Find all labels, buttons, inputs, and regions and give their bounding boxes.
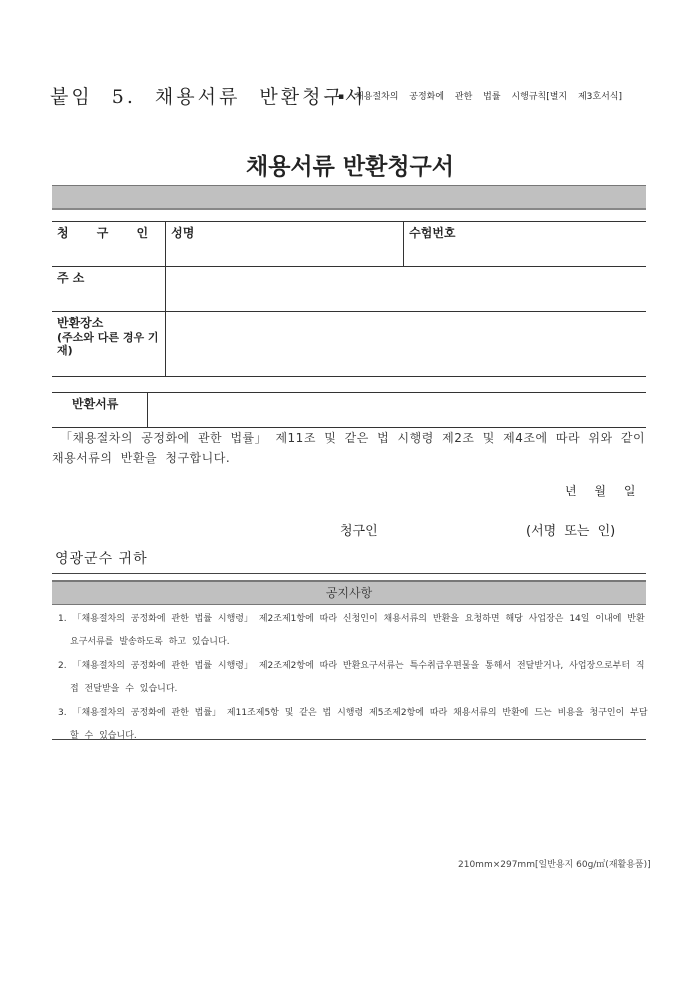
notice-list xyxy=(58,608,648,749)
divider xyxy=(52,573,646,574)
paper-spec-footer: 210mm×297mm[일반용지 60g/㎡(재활용품)] xyxy=(458,860,651,870)
return-place-label: 반환장소 (주소와 다른 경우 기재) xyxy=(52,312,166,377)
name-label: 성명 xyxy=(171,226,195,240)
return-docs-label: 반환서류 xyxy=(52,393,147,428)
address-label: 주 소 xyxy=(52,267,166,312)
notice-item: 2. 「채용절차의 공정화에 관한 법률 시행령」 제2조제2항에 따라 반환요구서류는 특수취급우편물을 통해서 전달받거나, 사업장으로부터 직접 전달받을 수 있습니다. xyxy=(58,661,645,694)
address-field[interactable] xyxy=(166,267,646,312)
header-bar xyxy=(52,185,646,210)
attachment-heading: 붙임 5. 채용서류 반환청구서 xyxy=(50,86,367,108)
addressee: 영광군수 귀하 xyxy=(55,551,148,567)
statement: 「채용절차의 공정화에 관한 법률」 제11조 및 같은 법 시행령 제2조 및 제4조에 따라 위와 같이 채용서류의 반환을 청구합니다. xyxy=(52,431,646,465)
legal-basis: ▪ 채용절차의 공정화에 관한 법률 시행규칙[별지 제3호서식] xyxy=(338,92,622,102)
divider xyxy=(52,739,646,740)
return-docs-table xyxy=(52,392,646,428)
notice-item: 3. 「채용절차의 공정화에 관한 법률」 제11조제5항 및 같은 법 시행령 제5조제2항에 따라 채용서류의 반환에 드는 비용을 청구인이 부담할 수 있습니다. xyxy=(58,708,648,741)
notice-item: 1. 「채용절차의 공정화에 관한 법률 시행령」 제2조제1항에 따라 신청인이 채용서류의 반환을 요청하면 해당 사업장은 14일 이내에 반환요구서류를 발송하도록 하고 있습니다. xyxy=(58,614,645,647)
page-title: 채용서류 반환청구서 xyxy=(246,154,454,180)
claimant-table xyxy=(52,221,646,377)
name-field[interactable] xyxy=(166,222,404,267)
exam-number-field[interactable] xyxy=(404,222,646,267)
date-field[interactable]: 년 월 일 xyxy=(565,484,636,498)
claimant-sign-label: 청구인 xyxy=(340,524,378,539)
exam-number-label: 수험번호 xyxy=(409,226,456,240)
claimant-label: 청 구 인 xyxy=(52,222,166,267)
return-docs-field[interactable] xyxy=(147,393,646,428)
return-place-field[interactable] xyxy=(166,312,646,377)
signature-field[interactable]: (서명 또는 인) xyxy=(526,524,616,539)
notice-title: 공지사항 xyxy=(52,580,646,605)
